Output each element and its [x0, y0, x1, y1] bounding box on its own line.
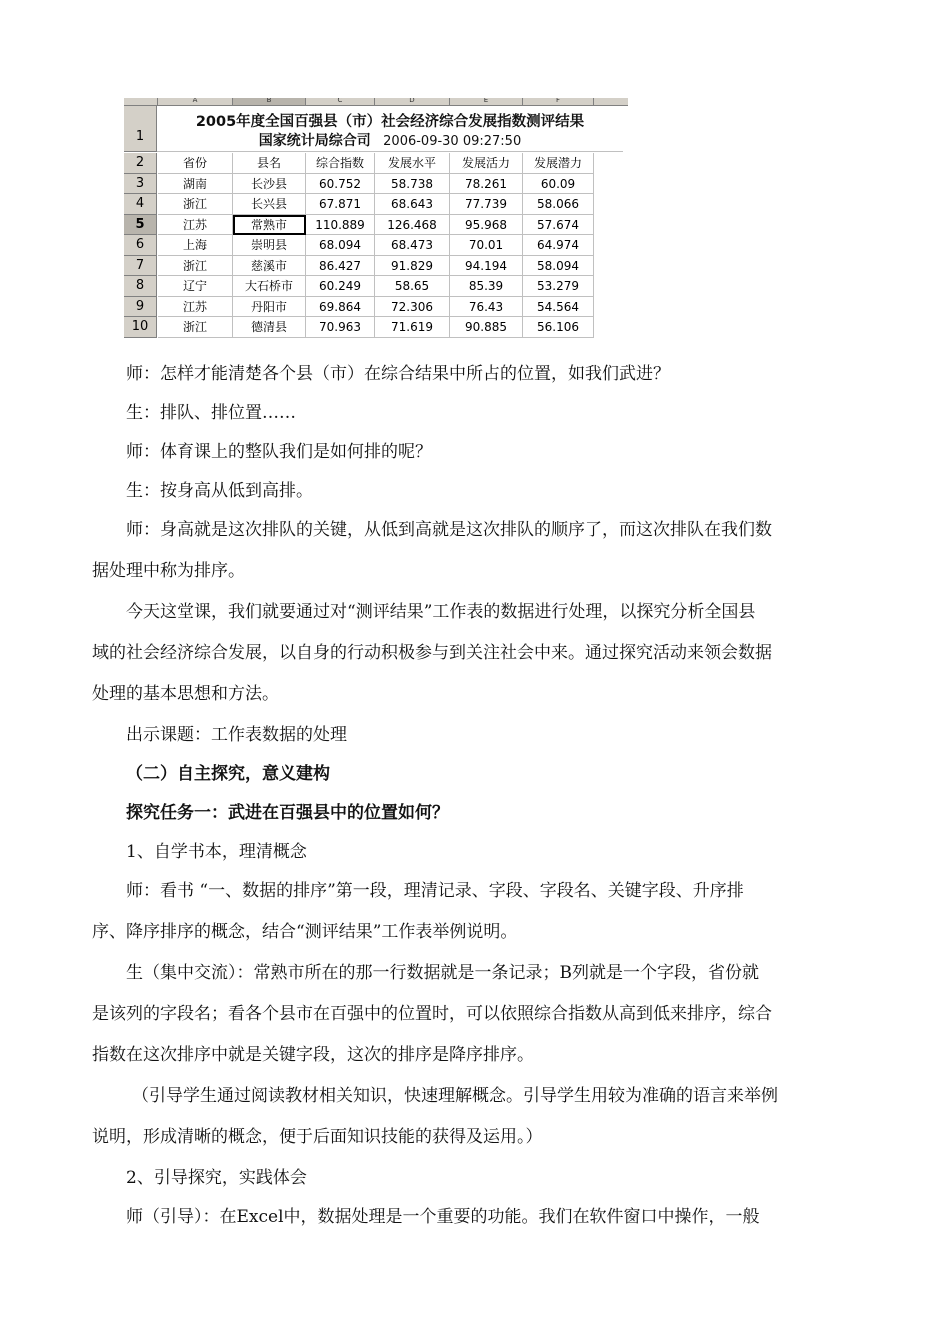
paragraph-10-line-2: 是该列的字段名；看各个县市在百强中的位置时，可以依照综合指数从高到低来排序，综合: [92, 1004, 772, 1024]
paragraph-5-line-1: 师：身高就是这次排队的关键，从低到高就是这次排队的顺序了，而这次排队在我们数: [126, 520, 772, 540]
table-cell: 江苏: [158, 297, 233, 318]
paragraph-8: 1、自学书本，理清概念: [126, 842, 307, 862]
table-cell: 58.738: [375, 174, 450, 195]
paragraph-11-line-1: （引导学生通过阅读教材相关知识，快速理解概念。引导学生用较为准确的语言来举例: [132, 1086, 778, 1106]
table-cell: 丹阳市: [233, 297, 306, 318]
table-cell: 64.974: [523, 235, 594, 256]
column-header-bar: [124, 98, 628, 106]
sheet-title-cell: [157, 106, 623, 152]
table-cell: 崇明县: [233, 235, 306, 256]
paragraph-2: 生：排队、排位置……: [126, 403, 296, 423]
table-cell: 68.094: [306, 235, 375, 256]
table-cell: 54.564: [523, 297, 594, 318]
table-cell: 126.468: [375, 215, 450, 236]
table-cell: 大石桥市: [233, 276, 306, 297]
table-cell: 常熟市: [233, 215, 306, 236]
col-header-c: C: [306, 98, 375, 105]
table-cell: 68.473: [375, 235, 450, 256]
header-cell: 发展潜力: [523, 153, 594, 174]
paragraph-4: 生：按身高从低到高排。: [126, 481, 313, 501]
table-cell: 76.43: [450, 297, 523, 318]
paragraph-6-line-3: 处理的基本思想和方法。: [92, 684, 279, 704]
table-cell: 58.066: [523, 194, 594, 215]
col-header-f: F: [523, 98, 594, 105]
table-cell: 江苏: [158, 215, 233, 236]
col-header-d: D: [375, 98, 450, 105]
table-cell: 58.094: [523, 256, 594, 277]
table-cell: 56.106: [523, 317, 594, 338]
row-header-3: 3: [124, 174, 157, 195]
col-header-b: B: [233, 98, 306, 105]
table-cell: 长沙县: [233, 174, 306, 195]
paragraph-9-line-1: 师：看书 “一、数据的排序”第一段，理清记录、字段、字段名、关键字段、升序排: [126, 881, 744, 901]
table-cell: 69.864: [306, 297, 375, 318]
row-header-7: 7: [124, 256, 157, 277]
row-header-1: 1: [124, 106, 157, 152]
row-header-9: 9: [124, 297, 157, 318]
paragraph-6-line-2: 域的社会经济综合发展，以自身的行动积极参与到关注社会中来。通过探究活动来领会数据: [92, 643, 772, 663]
col-header-a: A: [158, 98, 233, 105]
paragraph-1: 师：怎样才能清楚各个县（市）在综合结果中所占的位置，如我们武进？: [126, 364, 670, 384]
header-cell: 发展活力: [450, 153, 523, 174]
table-cell: 60.752: [306, 174, 375, 195]
sheet-datetime: 2006-09-30 09:27:50: [383, 134, 522, 149]
table-cell: 58.65: [375, 276, 450, 297]
row-header-6: 6: [124, 235, 157, 256]
table-cell: 95.968: [450, 215, 523, 236]
table-cell: 86.427: [306, 256, 375, 277]
sheet-subtitle: [157, 132, 623, 151]
table-cell: 91.829: [375, 256, 450, 277]
table-cell: 浙江: [158, 256, 233, 277]
table-cell: 72.306: [375, 297, 450, 318]
paragraph-9-line-2: 序、降序排序的概念，结合“测评结果”工作表举例说明。: [92, 922, 518, 942]
paragraph-5-line-2: 据处理中称为排序。: [92, 561, 245, 581]
table-cell: 70.01: [450, 235, 523, 256]
table-cell: 77.739: [450, 194, 523, 215]
table-cell: 长兴县: [233, 194, 306, 215]
row-header-10: 10: [124, 317, 157, 338]
col-header-e: E: [450, 98, 523, 105]
sheet-title: 2005年度全国百强县（市）社会经济综合发展指数测评结果: [195, 114, 585, 130]
header-cell: 县名: [233, 153, 306, 174]
table-cell: 53.279: [523, 276, 594, 297]
paragraph-3: 师：体育课上的整队我们是如何排的呢？: [126, 442, 432, 462]
paragraph-10-line-3: 指数在这次排序中就是关键字段，这次的排序是降序排序。: [92, 1045, 534, 1065]
table-cell: 85.39: [450, 276, 523, 297]
table-cell: 70.963: [306, 317, 375, 338]
table-cell: 德清县: [233, 317, 306, 338]
table-cell: 60.249: [306, 276, 375, 297]
table-cell: 94.194: [450, 256, 523, 277]
table-cell: 湖南: [158, 174, 233, 195]
task-heading: 探究任务一：武进在百强县中的位置如何？: [126, 803, 449, 823]
table-cell: 慈溪市: [233, 256, 306, 277]
table-cell: 67.871: [306, 194, 375, 215]
sheet-source: 国家统计局综合司: [258, 133, 371, 149]
table-cell: 78.261: [450, 174, 523, 195]
paragraph-10-line-1: 生（集中交流）：常熟市所在的那一行数据就是一条记录；B列就是一个字段，省份就: [126, 963, 759, 983]
table-cell: 90.885: [450, 317, 523, 338]
table-cell: 浙江: [158, 194, 233, 215]
table-cell: 57.674: [523, 215, 594, 236]
section-heading: （二）自主探究，意义建构: [126, 764, 330, 784]
header-cell: 综合指数: [306, 153, 375, 174]
paragraph-13: 师（引导）：在Excel中，数据处理是一个重要的功能。我们在软件窗口中操作，一般: [126, 1207, 760, 1227]
row-header-8: 8: [124, 276, 157, 297]
table-cell: 浙江: [158, 317, 233, 338]
excel-screenshot: [124, 98, 628, 340]
table-cell: 71.619: [375, 317, 450, 338]
paragraph-6-line-1: 今天这堂课，我们就要通过对“测评结果”工作表的数据进行处理，以探究分析全国县: [126, 602, 756, 622]
table-cell: 68.643: [375, 194, 450, 215]
table-cell: 辽宁: [158, 276, 233, 297]
row-header-5: 5: [124, 215, 157, 236]
table-cell: 上海: [158, 235, 233, 256]
paragraph-7: 出示课题：工作表数据的处理: [126, 725, 347, 745]
table-cell: 110.889: [306, 215, 375, 236]
corner-cell: [124, 98, 158, 105]
header-cell: 省份: [158, 153, 233, 174]
row-header-2: 2: [124, 153, 157, 174]
header-cell: 发展水平: [375, 153, 450, 174]
paragraph-12: 2、引导探究，实践体会: [126, 1168, 307, 1188]
paragraph-11-line-2: 说明，形成清晰的概念，便于后面知识技能的获得及运用。）: [92, 1127, 543, 1147]
table-cell: 60.09: [523, 174, 594, 195]
row-header-4: 4: [124, 194, 157, 215]
